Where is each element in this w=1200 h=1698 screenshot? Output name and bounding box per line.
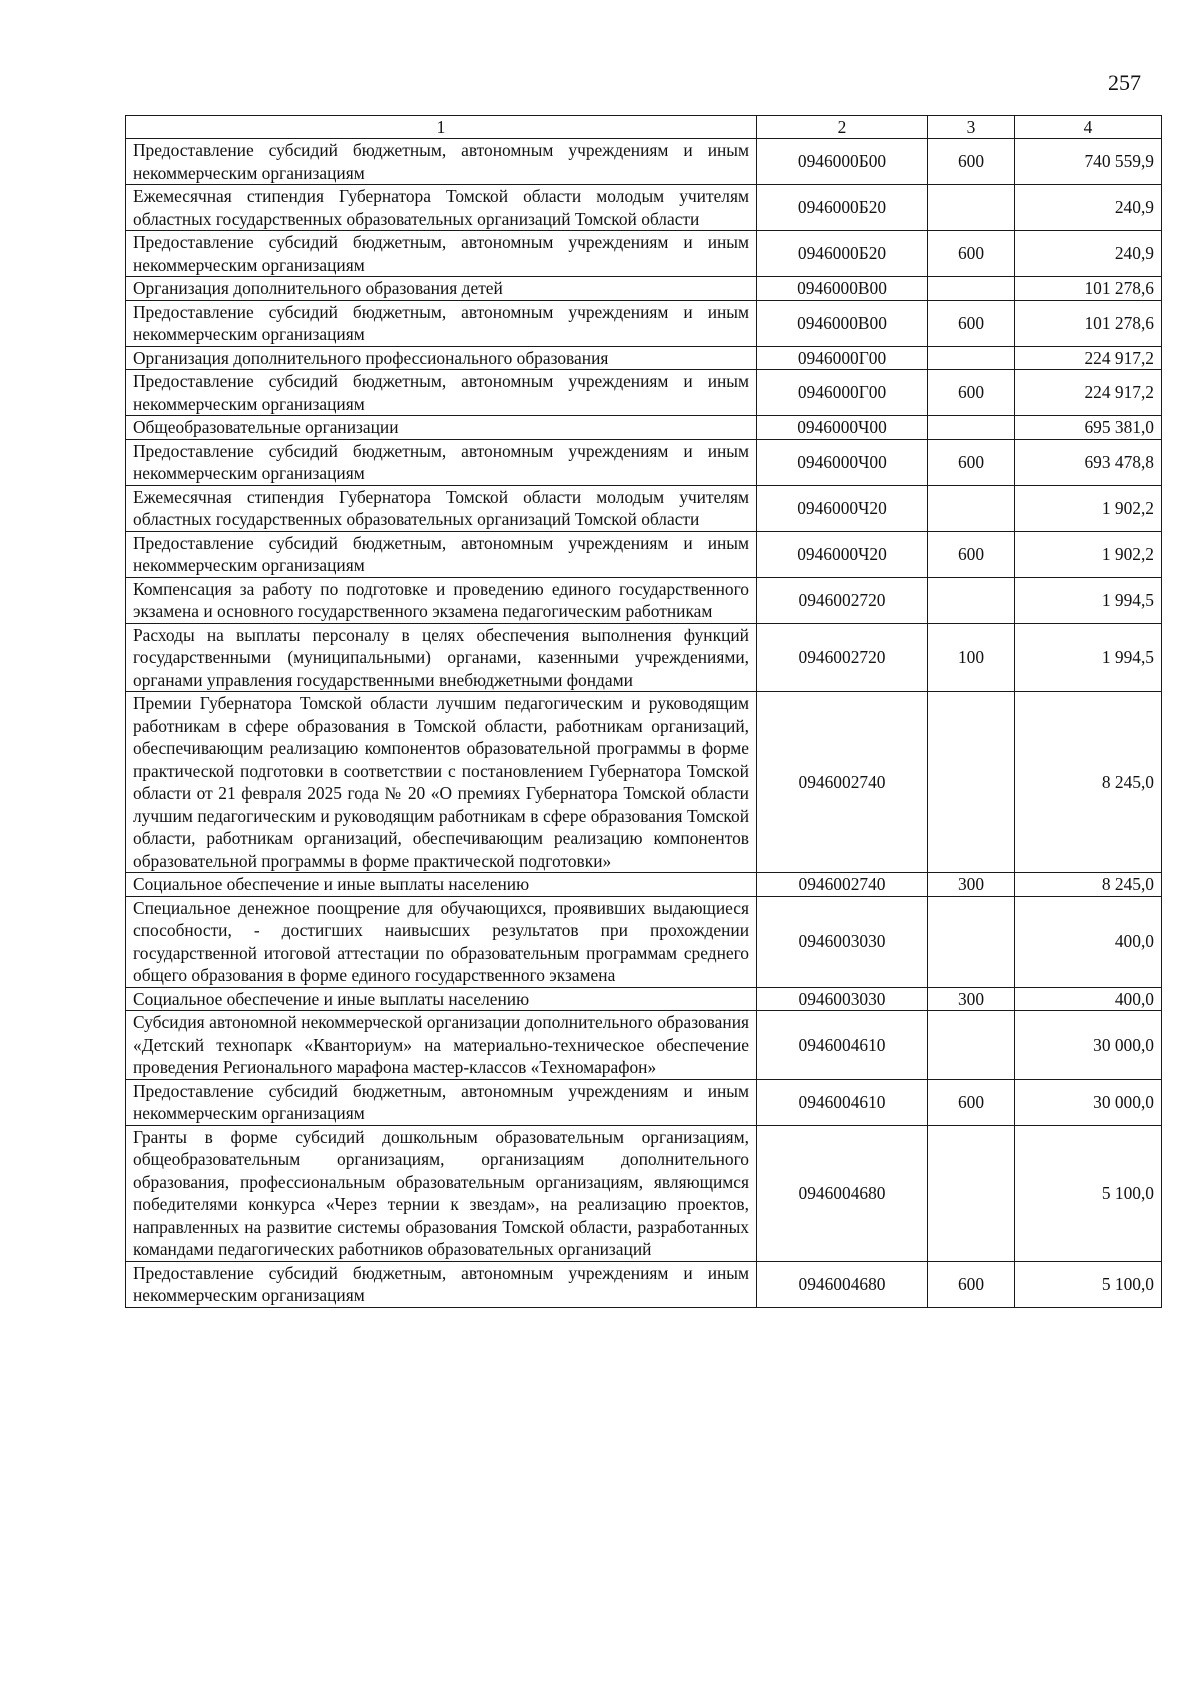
expense-type-cell: 300 [928, 987, 1015, 1011]
target-code-cell: 0946004680 [757, 1125, 928, 1261]
expense-name-cell: Премии Губернатора Томской области лучшим педагогическим и руководящим работникам в сфере образования в Томской области, работникам организаций, обеспечивающим реализацию компонентов образовательной программы в форме практической подготовки в соответствии с постановлением Губернатора Томской области от 21 февраля 2025 года № 20 «О премиях Губернатора Томской области лучшим педагогическим и руководящим работникам в сфере образования Томской области, работникам организаций, обеспечивающим реализацию компонентов образовательной программы в форме практической подготовки» [126, 692, 757, 873]
expense-type-cell [928, 1011, 1015, 1080]
table-row [126, 346, 1162, 370]
expense-type-cell: 300 [928, 873, 1015, 897]
amount-cell: 101 278,6 [1015, 277, 1162, 301]
amount-cell: 240,9 [1015, 185, 1162, 231]
amount-cell: 1 902,2 [1015, 485, 1162, 531]
expense-type-cell: 600 [928, 439, 1015, 485]
amount-cell: 1 902,2 [1015, 531, 1162, 577]
amount-cell: 1 994,5 [1015, 623, 1162, 692]
table-row [126, 1261, 1162, 1307]
expense-type-cell: 100 [928, 623, 1015, 692]
target-code-cell: 0946000Г00 [757, 370, 928, 416]
amount-cell: 8 245,0 [1015, 692, 1162, 873]
expense-name-cell: Субсидия автономной некоммерческой организации дополнительного образования «Детский технопарк «Кванториум» на материально-техническое обеспечение проведения Регионального марафона мастер-классов «Техномарафон» [126, 1011, 757, 1080]
table-row [126, 623, 1162, 692]
expense-name-cell: Общеобразовательные организации [126, 416, 757, 440]
expense-name-cell: Предоставление субсидий бюджетным, автономным учреждениям и иным некоммерческим организациям [126, 231, 757, 277]
target-code-cell: 0946000Г00 [757, 346, 928, 370]
expense-type-cell: 600 [928, 300, 1015, 346]
amount-cell: 5 100,0 [1015, 1125, 1162, 1261]
expense-type-cell: 600 [928, 1079, 1015, 1125]
amount-cell: 1 994,5 [1015, 577, 1162, 623]
amount-cell: 8 245,0 [1015, 873, 1162, 897]
target-code-cell: 0946002740 [757, 692, 928, 873]
expense-name-cell: Социальное обеспечение и иные выплаты населению [126, 873, 757, 897]
expense-type-cell [928, 1125, 1015, 1261]
expense-type-cell: 600 [928, 531, 1015, 577]
target-code-cell: 0946004610 [757, 1011, 928, 1080]
table-row [126, 692, 1162, 873]
target-code-cell: 0946000В00 [757, 300, 928, 346]
table-row [126, 896, 1162, 987]
column-header-3: 3 [928, 116, 1015, 139]
amount-cell: 224 917,2 [1015, 370, 1162, 416]
table-row [126, 531, 1162, 577]
expense-name-cell: Предоставление субсидий бюджетным, автономным учреждениям и иным некоммерческим организациям [126, 1261, 757, 1307]
expense-type-cell: 600 [928, 231, 1015, 277]
amount-cell: 400,0 [1015, 896, 1162, 987]
expense-name-cell: Предоставление субсидий бюджетным, автономным учреждениям и иным некоммерческим организациям [126, 370, 757, 416]
expense-name-cell: Организация дополнительного профессионального образования [126, 346, 757, 370]
table-body [126, 116, 1162, 1308]
expense-name-cell: Компенсация за работу по подготовке и проведению единого государственного экзамена и основного государственного экзамена педагогическим работникам [126, 577, 757, 623]
expense-type-cell [928, 577, 1015, 623]
table-row [126, 370, 1162, 416]
expense-type-cell [928, 416, 1015, 440]
amount-cell: 224 917,2 [1015, 346, 1162, 370]
table-row [126, 139, 1162, 185]
table-row [126, 1011, 1162, 1080]
amount-cell: 400,0 [1015, 987, 1162, 1011]
amount-cell: 30 000,0 [1015, 1079, 1162, 1125]
target-code-cell: 0946000Ч00 [757, 416, 928, 440]
expense-type-cell [928, 277, 1015, 301]
amount-cell: 30 000,0 [1015, 1011, 1162, 1080]
column-number-row [126, 116, 1162, 139]
target-code-cell: 0946000Ч20 [757, 531, 928, 577]
target-code-cell: 0946002740 [757, 873, 928, 897]
target-code-cell: 0946004680 [757, 1261, 928, 1307]
expense-type-cell: 600 [928, 1261, 1015, 1307]
expense-name-cell: Предоставление субсидий бюджетным, автономным учреждениям и иным некоммерческим организациям [126, 439, 757, 485]
expense-type-cell: 600 [928, 370, 1015, 416]
target-code-cell: 0946000В00 [757, 277, 928, 301]
target-code-cell: 0946004610 [757, 1079, 928, 1125]
table-row [126, 1079, 1162, 1125]
target-code-cell: 0946000Б20 [757, 185, 928, 231]
table-row [126, 485, 1162, 531]
expense-name-cell: Организация дополнительного образования детей [126, 277, 757, 301]
amount-cell: 240,9 [1015, 231, 1162, 277]
expense-name-cell: Ежемесячная стипендия Губернатора Томской области молодым учителям областных государственных образовательных организаций Томской области [126, 485, 757, 531]
table-row [126, 277, 1162, 301]
table-row [126, 1125, 1162, 1261]
target-code-cell: 0946000Б20 [757, 231, 928, 277]
expense-name-cell: Ежемесячная стипендия Губернатора Томской области молодым учителям областных государственных образовательных организаций Томской области [126, 185, 757, 231]
amount-cell: 693 478,8 [1015, 439, 1162, 485]
expense-type-cell [928, 896, 1015, 987]
amount-cell: 695 381,0 [1015, 416, 1162, 440]
target-code-cell: 0946000Ч20 [757, 485, 928, 531]
target-code-cell: 0946002720 [757, 623, 928, 692]
target-code-cell: 0946000Ч00 [757, 439, 928, 485]
table-row [126, 185, 1162, 231]
target-code-cell: 0946003030 [757, 896, 928, 987]
expense-type-cell: 600 [928, 139, 1015, 185]
expense-name-cell: Предоставление субсидий бюджетным, автономным учреждениям и иным некоммерческим организациям [126, 1079, 757, 1125]
target-code-cell: 0946000Б00 [757, 139, 928, 185]
expense-name-cell: Специальное денежное поощрение для обучающихся, проявивших выдающиеся способности, - достигших наивысших результатов при прохождении государственной итоговой аттестации по образовательным программам среднего общего образования в форме единого государственного экзамена [126, 896, 757, 987]
table-row [126, 416, 1162, 440]
target-code-cell: 0946002720 [757, 577, 928, 623]
amount-cell: 5 100,0 [1015, 1261, 1162, 1307]
table-row [126, 577, 1162, 623]
table-row [126, 439, 1162, 485]
expense-type-cell [928, 485, 1015, 531]
table-row [126, 231, 1162, 277]
table-row [126, 987, 1162, 1011]
expense-type-cell [928, 346, 1015, 370]
expense-name-cell: Социальное обеспечение и иные выплаты населению [126, 987, 757, 1011]
page-number: 257 [1108, 70, 1141, 95]
expense-name-cell: Предоставление субсидий бюджетным, автономным учреждениям и иным некоммерческим организациям [126, 139, 757, 185]
expense-name-cell: Предоставление субсидий бюджетным, автономным учреждениям и иным некоммерческим организациям [126, 300, 757, 346]
column-header-2: 2 [757, 116, 928, 139]
expense-type-cell [928, 692, 1015, 873]
expense-name-cell: Гранты в форме субсидий дошкольным образовательным организациям, общеобразовательным организациям, организациям дополнительного образования, профессиональным образовательным организациям, являющимся победителями конкурса «Через тернии к звездам», на реализацию проектов, направленных на развитие системы образования Томской области, разработанных командами педагогических работников образовательных организаций [126, 1125, 757, 1261]
expense-name-cell: Предоставление субсидий бюджетным, автономным учреждениям и иным некоммерческим организациям [126, 531, 757, 577]
target-code-cell: 0946003030 [757, 987, 928, 1011]
table-row [126, 300, 1162, 346]
expense-type-cell [928, 185, 1015, 231]
column-header-1: 1 [126, 116, 757, 139]
expense-name-cell: Расходы на выплаты персоналу в целях обеспечения выполнения функций государственными (муниципальными) органами, казенными учреждениями, органами управления государственными внебюджетными фондами [126, 623, 757, 692]
table-row [126, 873, 1162, 897]
budget-table [125, 115, 1162, 1308]
column-header-4: 4 [1015, 116, 1162, 139]
amount-cell: 740 559,9 [1015, 139, 1162, 185]
amount-cell: 101 278,6 [1015, 300, 1162, 346]
